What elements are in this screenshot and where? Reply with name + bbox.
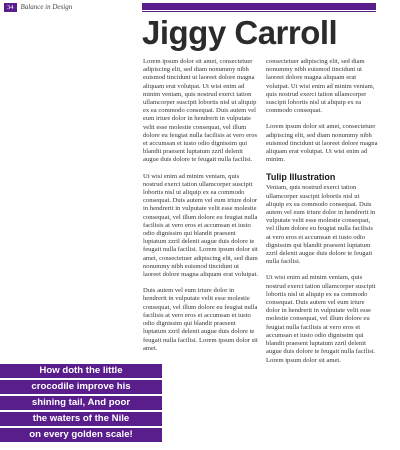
pull-quote-line: crocodile improve his bbox=[0, 380, 162, 394]
pull-quote-line: How doth the little bbox=[0, 364, 162, 378]
paragraph: Ut wisi enim ad minim veniam, quis nostrud exerci tation ullamcorper suscipit lobortis nisl ut aliquip ex ea commodo consequat. Duis autem vel eum iriure dolor in hendrerit in vulputate velit esse molestie consequat, vel illum dolore eu feugiat nulla facilisis at vero eros et accumsan et iusto odio dignissim qui blandit praesent luptatum zzril delenit augue duis dolore te feugait nulla facilisi. Lorem ipsum dolor sit amet, consectetuer adipiscing elit, sed diam nonummy nibh euismod tincidunt ut laoreet dolore magna aliquam erat volutpat. bbox=[143, 172, 258, 279]
paragraph: Duis autem vel eum iriure dolor in hendrerit in vulputate velit esse molestie consequat, vel illum dolore eu feugiat nulla facilisis at vero eros et accumsan et iusto odio dignissim qui blandit praesent luptatum zzril delenit augue duis dolore te feugait nulla facilisi. Lorem ipsum dolor sit amet. bbox=[143, 287, 258, 352]
paragraph: Veniam, quis nostrud exerci tation ullamcorper suscipit lobortis nisl ut aliquip ex ea commodo consequat. Duis autem vel eum iriure dolor in hendrerit in vulputate velit esse molestie consequat, vel illum dolore eu feugiat nulla facilisis at vero eros et accumsan et iusto odio dignissim qui blandit praesent luptatum zzril delenit augue duis dolore te feugait nulla facilisi. bbox=[266, 184, 376, 266]
title-rule-thick bbox=[142, 3, 376, 11]
pull-quote bbox=[0, 364, 162, 444]
article-title: Jiggy Carroll bbox=[142, 14, 338, 51]
pull-quote-line: the waters of the Nile bbox=[0, 412, 162, 426]
body-column-2 bbox=[266, 58, 379, 450]
page-number: 34 bbox=[4, 3, 17, 12]
running-header bbox=[4, 2, 72, 12]
pull-quote-line: shining tail, And poor bbox=[0, 396, 162, 410]
pull-quote-line: on every golden scale! bbox=[0, 428, 162, 442]
paragraph: consectetuer adipiscing elit, sed diam nonummy nibh euismod tincidunt ut laoreet dolore magna aliquam erat volutpat. Ut wisi enim ad minim veniam, quis nostrud exerci tation ullamcorper suscipit lobortis nisl ut aliquip ex ea commodo consequat. bbox=[266, 58, 375, 115]
paragraph: Ut wisi enim ad minim veniam, quis nostrud exerci tation ullamcorper suscipit lobortis nisl ut aliquip ex ea commodo consequat. Duis autem vel eum iriure dolor in hendrerit in vulputate velit esse molestie consequat, vel illum dolore eu feugiat nulla facilisis at vero eros et accumsan et iusto odio dignissim qui blandit praesent luptatum zzril delenit augue duis dolore te feugait nulla facilisi. Lorem ipsum dolor sit amet. bbox=[266, 274, 376, 364]
section-name: Balance in Design bbox=[20, 3, 73, 11]
subheading: Tulip Illustration bbox=[266, 172, 336, 183]
title-rule-thin bbox=[142, 11, 376, 12]
paragraph: Lorem ipsum dolor sit amet, consectetuer adipiscing elit, sed diam nonummy nibh euismod tincidunt ut laoreet dolore magna aliquam erat volutpat. Ut wisi enim ad minim. bbox=[266, 123, 378, 164]
paragraph: Lorem ipsum dolor sit amet, consectetuer adipiscing elit, sed diam nonummy nibh euismod tincidunt ut laoreet dolore magna aliquam erat volutpat. Ut wisi enim ad minim veniam, quis nostrud exerci tation ullamcorper suscipit lobortis nisl ut aliquip ex ea commodo consequat. Duis autem vel eum iriure dolor in hendrerit in vulputate velit esse molestie consequat, vel illum dolore eu feugiat nulla facilisis at vero eros et accumsan et iusto odio dignissim qui blandit praesent luptatum zzril delenit augue duis dolore te feugait nulla facilisi. bbox=[143, 58, 258, 164]
